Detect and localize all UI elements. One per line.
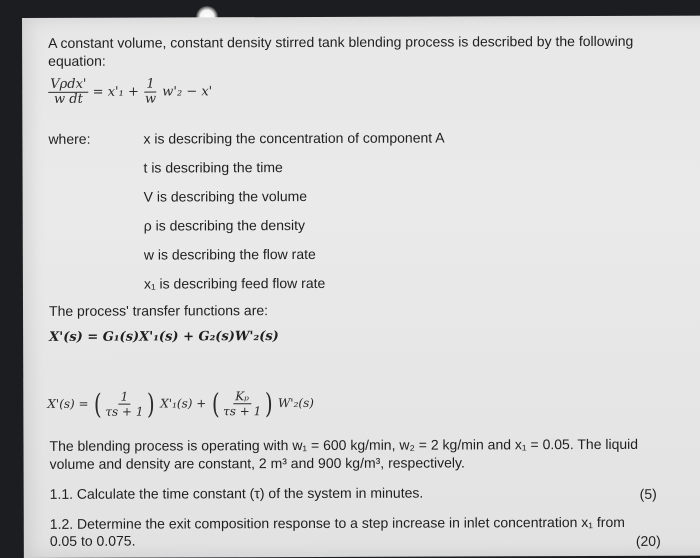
equation-3-tail: W'₂(s) <box>277 395 314 411</box>
transfer-heading: The process' transfer functions are: <box>48 302 269 319</box>
equation-3-fraction-1-denominator: τs + 1 <box>105 404 144 419</box>
where-label: where: <box>48 130 91 147</box>
equation-1-lhs-denominator: w dt <box>53 91 83 107</box>
equation-3-middle: X'₁(s) + <box>160 396 207 411</box>
where-item: V is describing the volume <box>143 188 308 205</box>
operating-line-2: volume and density are constant, 2 m³ and 900 kg/m³, respectively. <box>49 454 465 472</box>
document-page <box>22 16 700 558</box>
equation-1-tail: w'₂ − x' <box>162 84 213 100</box>
question-1-2-continued: 0.05 to 0.075. <box>49 532 136 549</box>
question-1-1-marks: (5) <box>639 485 657 502</box>
equation-3-fraction-2 <box>221 389 263 418</box>
where-item: w is describing the flow rate <box>143 245 316 263</box>
intro-line-1: A constant volume, constant density stirred tank blending process is described by the following <box>48 32 634 51</box>
where-item: ρ is describing the density <box>143 217 306 234</box>
question-1-2: 1.2. Determine the exit composition response to a step increase in inlet concentration x₁ from <box>49 513 625 532</box>
equation-2: X'(s) = G₁(s)X'₁(s) + G₂(s)W'₂(s) <box>49 329 279 345</box>
equation-3-fraction-2-denominator: τs + 1 <box>223 404 262 419</box>
equation-3 <box>47 386 314 421</box>
equation-3-fraction-2-numerator: Kₚ <box>233 389 251 404</box>
equation-1-fraction-denominator: w <box>144 91 157 107</box>
paren-open: ( <box>211 386 220 420</box>
equation-1-fraction-numerator: 1 <box>144 78 156 93</box>
equation-3-fraction-1 <box>103 390 145 419</box>
equation-3-fraction-1-numerator: 1 <box>119 390 131 405</box>
paren-close: ) <box>147 387 155 421</box>
equation-1-lhs <box>48 78 88 107</box>
where-item: x₁ is describing feed flow rate <box>143 274 326 292</box>
equation-3-lhs: X'(s) = <box>47 396 89 411</box>
where-item: x is describing the concentration of component A <box>143 129 445 147</box>
paren-close: ) <box>264 386 273 420</box>
question-1-1: 1.1. Calculate the time constant (τ) of the system in minutes. <box>49 484 424 502</box>
where-item: t is describing the time <box>143 159 283 176</box>
operating-line-1: The blending process is operating with w₁ = 600 kg/min, w₂ = 2 kg/min and x₁ = 0.05. The liquid <box>49 435 639 454</box>
equation-1-fraction <box>143 78 158 107</box>
question-1-2-marks: (20) <box>635 532 661 549</box>
intro-line-2: equation: <box>48 52 106 69</box>
equation-1-middle: = x'₁ + <box>92 84 139 100</box>
equation-1-lhs-numerator: Vρdx' <box>48 78 88 93</box>
paren-open: ( <box>93 387 102 421</box>
equation-1 <box>48 77 212 107</box>
